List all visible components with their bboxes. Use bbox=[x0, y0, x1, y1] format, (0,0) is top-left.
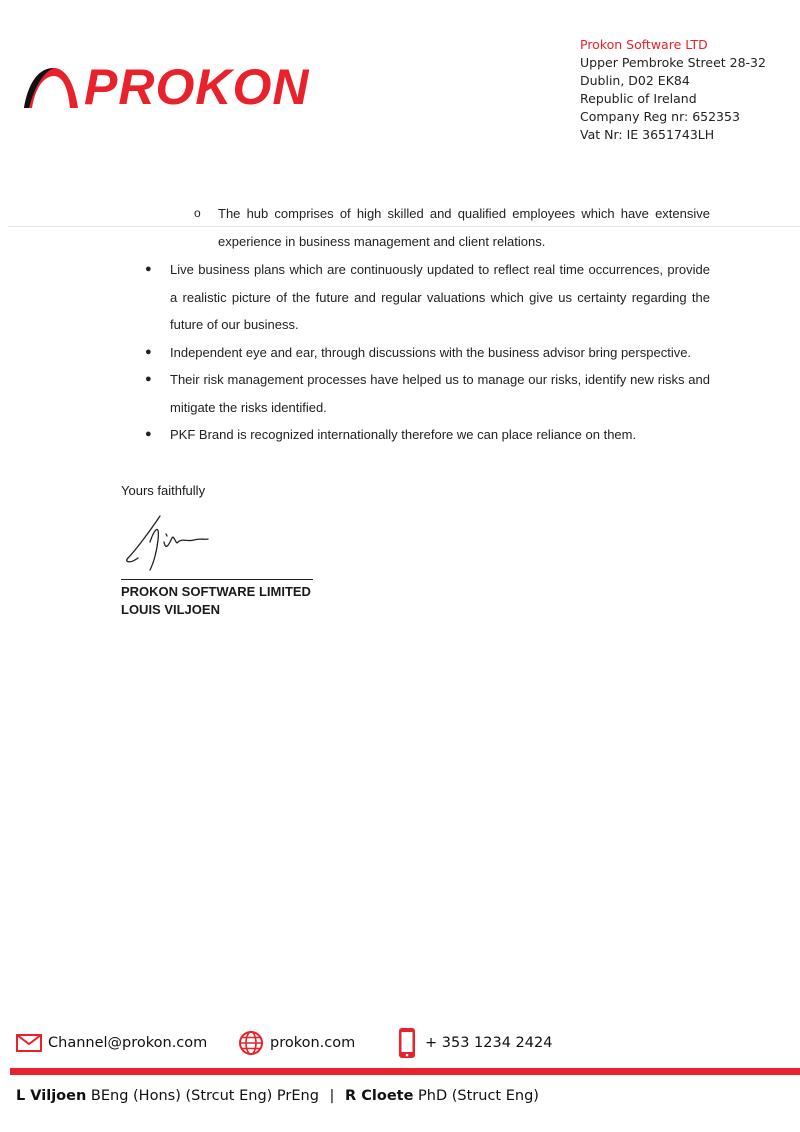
footer-directors bbox=[16, 1088, 539, 1104]
company-address bbox=[580, 36, 766, 144]
mobile-phone-icon bbox=[397, 1027, 417, 1059]
bullet-text: Their risk management processes have helped us to manage our risks, identify new risks and mitigate the risks identified. bbox=[170, 372, 710, 415]
director-2-title: PhD (Struct Eng) bbox=[413, 1088, 539, 1104]
vat-number: Vat Nr: IE 3651743LH bbox=[580, 127, 715, 142]
director-2-name: R Cloete bbox=[345, 1088, 414, 1104]
address-line: Republic of Ireland bbox=[580, 91, 697, 106]
director-1-name: L Viljoen bbox=[16, 1088, 87, 1104]
bullet-dot: ● bbox=[145, 373, 152, 385]
footer-website bbox=[238, 1028, 355, 1058]
sub-bullet-text: The hub comprises of high skilled and qualified employees which have extensive experience in business management and client relations. bbox=[218, 206, 710, 249]
sub-bullet-marker: o bbox=[194, 206, 201, 220]
signature-line bbox=[121, 579, 313, 580]
address-line: Upper Pembroke Street 28-32 bbox=[580, 55, 766, 70]
phone-number[interactable]: + 353 1234 2424 bbox=[425, 1035, 553, 1051]
bullet-dot: ● bbox=[145, 428, 152, 440]
logo-wordmark: PROKON bbox=[84, 59, 310, 115]
closing-salutation: Yours faithfully bbox=[121, 483, 206, 498]
footer-red-bar bbox=[10, 1068, 800, 1075]
website-url[interactable]: prokon.com bbox=[270, 1035, 356, 1051]
prokon-logo bbox=[22, 59, 352, 115]
company-name: Prokon Software LTD bbox=[580, 37, 708, 52]
signatory-company: PROKON SOFTWARE LIMITED bbox=[121, 584, 311, 599]
bullet-text: PKF Brand is recognized internationally therefore we can place reliance on them. bbox=[170, 427, 637, 442]
director-1-title: BEng (Hons) (Strcut Eng) PrEng bbox=[86, 1088, 319, 1104]
bullet-dot: ● bbox=[145, 263, 152, 275]
separator: | bbox=[329, 1088, 335, 1104]
signatory-name: LOUIS VILJOEN bbox=[121, 602, 220, 617]
company-reg: Company Reg nr: 652353 bbox=[580, 109, 740, 124]
footer-phone bbox=[397, 1026, 552, 1060]
arch-logo-icon bbox=[22, 62, 82, 112]
globe-icon bbox=[238, 1030, 264, 1056]
address-line: Dublin, D02 EK84 bbox=[580, 73, 690, 88]
bullet-text: Independent eye and ear, through discussions with the business advisor bring perspective. bbox=[170, 345, 692, 360]
handwritten-signature bbox=[120, 512, 215, 574]
bullet-dot: ● bbox=[145, 346, 152, 358]
envelope-icon bbox=[16, 1034, 42, 1052]
email-address[interactable]: Channel@prokon.com bbox=[48, 1035, 208, 1051]
signatory-block bbox=[121, 583, 311, 619]
footer-email bbox=[16, 1028, 207, 1058]
bullet-text: Live business plans which are continuously updated to reflect real time occurrences, provide a realistic picture of the future and regular valuations which give us certainty regarding the future of our business. bbox=[170, 262, 710, 332]
